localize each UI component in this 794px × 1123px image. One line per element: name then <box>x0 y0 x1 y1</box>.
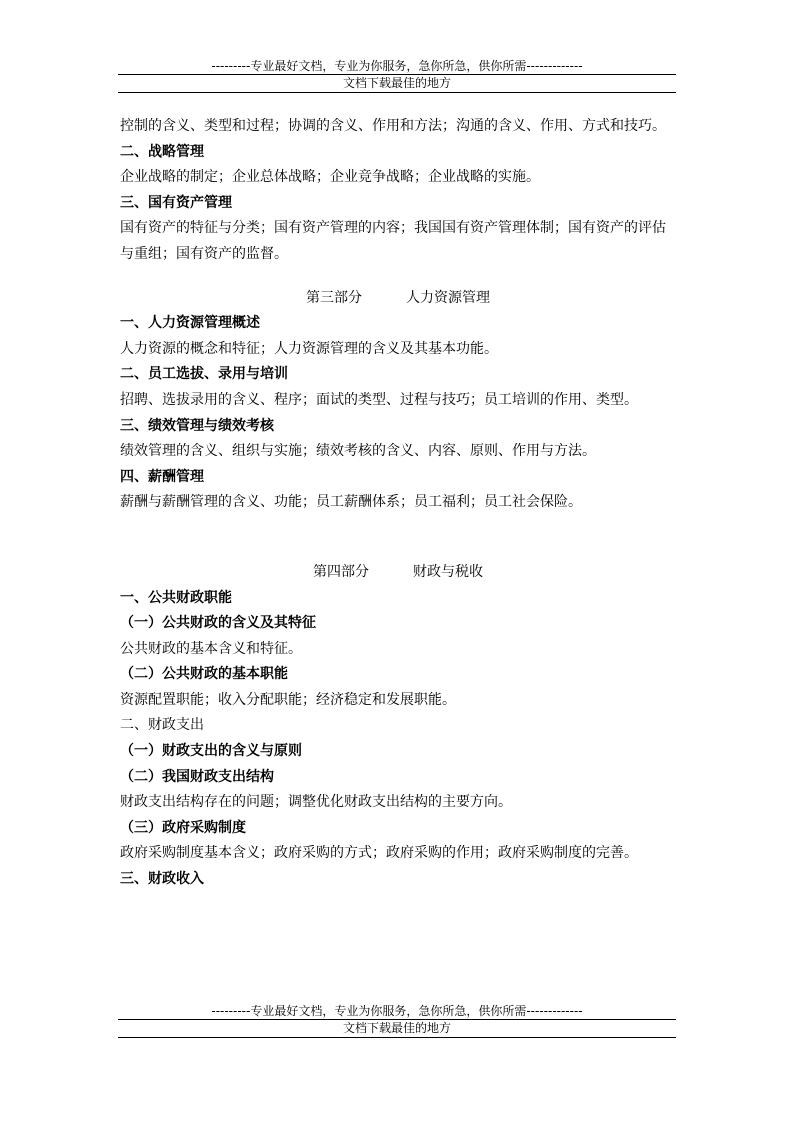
heading-hr-compensation: 四、薪酬管理 <box>120 468 204 485</box>
paragraph-hr-overview: 人力资源的概念和特征；人力资源管理的含义及其基本功能。 <box>120 340 498 357</box>
paragraph-public-finance-functions: 资源配置职能；收入分配职能；经济稳定和发展职能。 <box>120 691 456 708</box>
header-slogan: ---------专业最好文档，专业为你服务，急你所急，供你所需------------- <box>211 59 583 73</box>
heading-hr-selection: 二、员工选拔、录用与培训 <box>120 366 288 383</box>
footer-site: 文档下载最佳的地方 <box>342 1021 451 1035</box>
paragraph-procurement: 政府采购制度基本含义；政府采购的方式；政府采购的作用；政府采购制度的完善。 <box>120 845 638 862</box>
heading-public-finance-meaning: （一）公共财政的含义及其特征 <box>120 615 316 632</box>
paragraph-hr-selection: 招聘、选拔录用的含义、程序；面试的类型、过程与技巧；员工培训的作用、类型。 <box>120 391 638 408</box>
part-four-title <box>120 560 676 586</box>
heading-state-assets: 三、国有资产管理 <box>120 194 232 211</box>
heading-fiscal-revenue: 三、财政收入 <box>120 871 204 888</box>
part-three-number: 第三部分 <box>306 289 362 306</box>
heading-hr-overview: 一、人力资源管理概述 <box>120 315 260 332</box>
page-header <box>118 58 676 93</box>
paragraph-strategy: 企业战略的制定；企业总体战略；企业竞争战略；企业战略的实施。 <box>120 169 540 186</box>
part-three-title <box>120 286 676 312</box>
heading-expenditure-structure: （二）我国财政支出结构 <box>120 768 274 785</box>
paragraph-hr-compensation: 薪酬与薪酬管理的含义、功能；员工薪酬体系；员工福利；员工社会保险。 <box>120 494 582 511</box>
paragraph-expenditure-structure: 财政支出结构存在的问题；调整优化财政支出结构的主要方向。 <box>120 794 512 811</box>
heading-expenditure-principles: （一）财政支出的含义与原则 <box>120 743 302 760</box>
document-body <box>120 114 676 893</box>
part-four-name: 财政与税收 <box>413 563 483 580</box>
heading-hr-performance: 三、绩效管理与绩效考核 <box>120 417 274 434</box>
heading-public-finance: 一、公共财政职能 <box>120 589 232 606</box>
paragraph-state-assets: 国有资产的特征与分类；国有资产管理的内容；我国国有资产管理体制；国有资产的评估与重组；国有资产的监督。 <box>120 220 666 262</box>
page-footer <box>118 1003 676 1038</box>
paragraph-hr-performance: 绩效管理的含义、组织与实施；绩效考核的含义、内容、原则、作用与方法。 <box>120 443 596 460</box>
footer-slogan: ---------专业最好文档，专业为你服务，急你所急，供你所需------------- <box>211 1004 583 1018</box>
paragraph-public-finance-meaning: 公共财政的基本含义和特征。 <box>120 640 302 657</box>
part-three-name: 人力资源管理 <box>406 289 490 306</box>
footer-rule-bottom <box>118 1037 676 1038</box>
part-four-number: 第四部分 <box>313 563 369 580</box>
heading-fiscal-expenditure: 二、财政支出 <box>120 717 204 734</box>
heading-strategy: 二、战略管理 <box>120 143 204 160</box>
paragraph-control: 控制的含义、类型和过程；协调的含义、作用和方法；沟通的含义、作用、方式和技巧。 <box>120 118 666 134</box>
header-site: 文档下载最佳的地方 <box>342 76 451 90</box>
heading-procurement: （三）政府采购制度 <box>120 819 246 836</box>
heading-public-finance-functions: （二）公共财政的基本职能 <box>120 666 288 683</box>
header-rule-bottom <box>118 92 676 93</box>
